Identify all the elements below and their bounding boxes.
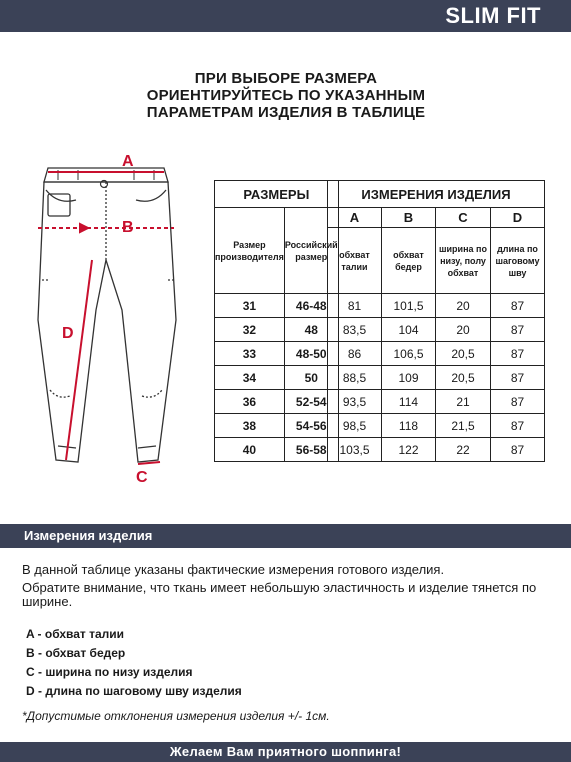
- footer-banner: [0, 742, 571, 762]
- table-cell: 122: [382, 438, 436, 462]
- table-cell: 103,5: [328, 438, 382, 462]
- footer-text: Желаем Вам приятного шоппинга!: [169, 744, 402, 759]
- col-letter-d: D: [491, 208, 545, 228]
- col-desc-c: ширина по низу, полу обхват: [436, 228, 491, 294]
- col-letter-a: A: [328, 208, 382, 228]
- fit-label: SLIM FIT: [445, 3, 541, 28]
- table-row: [215, 366, 339, 390]
- table-cell: 81: [328, 294, 382, 318]
- legend-item: D - длина по шаговому шву изделия: [26, 684, 242, 698]
- table-cell: 52-54: [284, 390, 338, 414]
- jeans-outline-icon: [38, 168, 176, 462]
- table-cell: 87: [491, 366, 545, 390]
- info-paragraph-2: Обратите внимание, что ткань имеет небольшую эластичность и изделие тянется по ширине.: [22, 580, 537, 609]
- table-cell: 87: [491, 318, 545, 342]
- table-cell: 114: [382, 390, 436, 414]
- table-cell: 88,5: [328, 366, 382, 390]
- table-cell: 31: [215, 294, 285, 318]
- table-row: [328, 414, 545, 438]
- tolerance-note: *Допустимые отклонения измерения изделия +/- 1см.: [22, 709, 330, 723]
- table-row: [215, 294, 339, 318]
- table-cell: 20,5: [436, 366, 491, 390]
- table-row: [215, 390, 339, 414]
- table-cell: 22: [436, 438, 491, 462]
- section-title: Измерения изделия: [24, 528, 153, 543]
- label-c: C: [136, 469, 148, 486]
- headline-line-3: ПАРАМЕТРАМ ИЗДЕЛИЯ В ТАБЛИЦЕ: [146, 104, 426, 121]
- col-russian-size: Российский размер: [284, 208, 338, 294]
- arrow-b-icon: [80, 224, 88, 232]
- measure-legend: [26, 627, 242, 703]
- table-row: [215, 438, 339, 462]
- label-a: A: [122, 153, 134, 170]
- jeans-diagram: [18, 150, 208, 490]
- table-cell: 36: [215, 390, 285, 414]
- measure-d-line: [66, 260, 92, 460]
- legend-item: A - обхват талии: [26, 627, 125, 641]
- col-manufacturer-size: Размер производителя: [215, 208, 285, 294]
- col-letter-b: B: [382, 208, 436, 228]
- table-row: [328, 438, 545, 462]
- table-cell: 104: [382, 318, 436, 342]
- table-cell: 109: [382, 366, 436, 390]
- measurements-table-title: ИЗМЕРЕНИЯ ИЗДЕЛИЯ: [328, 181, 545, 208]
- table-row: [328, 366, 545, 390]
- info-paragraph-1: В данной таблице указаны фактические измерения готового изделия.: [22, 562, 445, 577]
- table-row: [328, 390, 545, 414]
- table-row: [215, 318, 339, 342]
- table-cell: 93,5: [328, 390, 382, 414]
- sizes-table-title: РАЗМЕРЫ: [215, 181, 339, 208]
- table-cell: 87: [491, 294, 545, 318]
- table-cell: 40: [215, 438, 285, 462]
- table-cell: 56-58: [284, 438, 338, 462]
- table-cell: 98,5: [328, 414, 382, 438]
- table-cell: 50: [284, 366, 338, 390]
- table-row: [328, 294, 545, 318]
- table-cell: 48-50: [284, 342, 338, 366]
- table-row: [215, 342, 339, 366]
- col-desc-a: обхват талии: [328, 228, 382, 294]
- table-row: [215, 414, 339, 438]
- table-cell: 86: [328, 342, 382, 366]
- table-row: [328, 318, 545, 342]
- label-d: D: [62, 325, 74, 342]
- table-row: [328, 342, 545, 366]
- headline: [100, 70, 472, 121]
- col-desc-d: длина по шаговому шву: [491, 228, 545, 294]
- table-cell: 46-48: [284, 294, 338, 318]
- table-cell: 118: [382, 414, 436, 438]
- table-cell: 87: [491, 414, 545, 438]
- table-cell: 33: [215, 342, 285, 366]
- table-cell: 54-56: [284, 414, 338, 438]
- label-b: B: [122, 219, 134, 236]
- table-cell: 87: [491, 390, 545, 414]
- table-cell: 101,5: [382, 294, 436, 318]
- table-cell: 48: [284, 318, 338, 342]
- legend-item: B - обхват бедер: [26, 646, 126, 660]
- headline-line-1: ПРИ ВЫБОРЕ РАЗМЕРА: [194, 70, 378, 87]
- col-desc-b: обхват бедер: [382, 228, 436, 294]
- legend-item: C - ширина по низу изделия: [26, 665, 193, 679]
- table-cell: 34: [215, 366, 285, 390]
- table-cell: 21: [436, 390, 491, 414]
- table-cell: 87: [491, 342, 545, 366]
- measurements-table: [327, 180, 545, 462]
- table-cell: 20: [436, 318, 491, 342]
- top-banner: [0, 0, 571, 32]
- section-header: [0, 524, 571, 548]
- table-cell: 20: [436, 294, 491, 318]
- table-cell: 106,5: [382, 342, 436, 366]
- table-cell: 32: [215, 318, 285, 342]
- sizes-table: [214, 180, 339, 462]
- col-letter-c: C: [436, 208, 491, 228]
- table-cell: 38: [215, 414, 285, 438]
- table-cell: 87: [491, 438, 545, 462]
- table-cell: 21,5: [436, 414, 491, 438]
- headline-line-2: ОРИЕНТИРУЙТЕСЬ ПО УКАЗАННЫМ: [146, 87, 426, 104]
- table-cell: 83,5: [328, 318, 382, 342]
- table-cell: 20,5: [436, 342, 491, 366]
